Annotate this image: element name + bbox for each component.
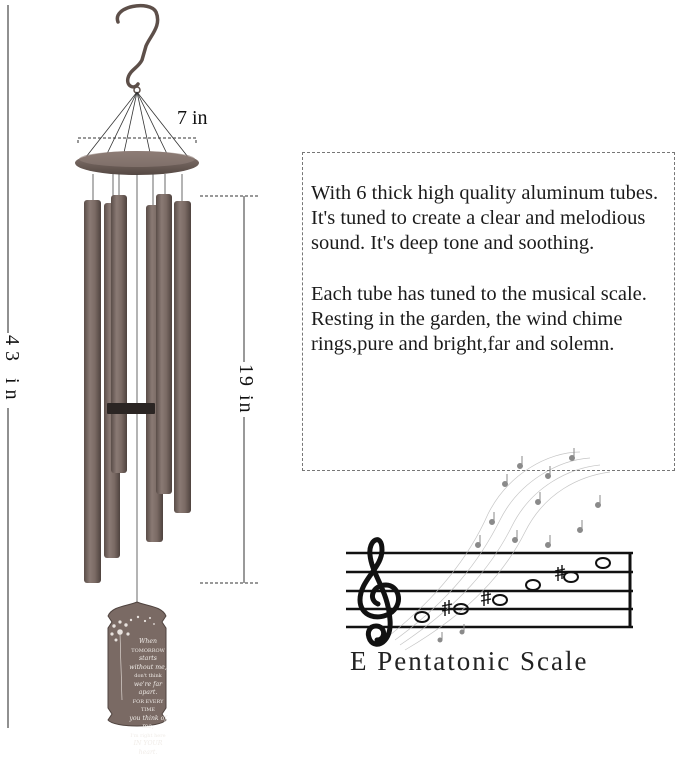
tag-poem [128,638,168,757]
tube-length-label: 19 in [235,364,257,415]
top-width-dimension-line [78,138,196,143]
tag-line: don't think [134,673,162,679]
hook-icon [117,6,157,87]
floating-notes [438,448,601,642]
music-note-icon [564,572,578,582]
music-note-icon [526,580,540,590]
tag-line: TOMORROW [131,647,165,654]
scale-label: E Pentatonic Scale [350,646,589,676]
music-note-icon [415,612,429,622]
tag-line: When [139,638,157,645]
total-height-label: 43 in [1,335,23,406]
music-note-icon [493,595,507,605]
tube-3 [111,195,127,473]
music-note-icon [596,558,610,568]
chime-tubes [84,194,191,583]
top-width-label: 7 in [177,107,208,129]
swirl-decoration [390,452,610,650]
description-paragraph-2: Each tube has tuned to the musical scale. Resting in the garden, the wind chime rings,pure and bright,far and solemn. [311,283,647,355]
tag-line: I'm right here [130,732,166,739]
description-paragraph-1: With 6 thick high quality aluminum tubes. It's tuned to create a clear and melodious sound. It's deep tone and soothing. [311,182,659,254]
tag-line: IN YOUR heart. [133,740,163,756]
tag-line: you think of me, [129,714,167,730]
tag-line: we're far apart. [133,680,163,696]
tube-6 [174,201,191,513]
tube-5 [156,194,172,494]
description-text [311,181,667,383]
tag-line: FOR EVERY TIME [132,698,164,713]
striker [107,403,155,414]
tube-1 [84,200,101,583]
tag-line: starts without me, [129,655,167,671]
